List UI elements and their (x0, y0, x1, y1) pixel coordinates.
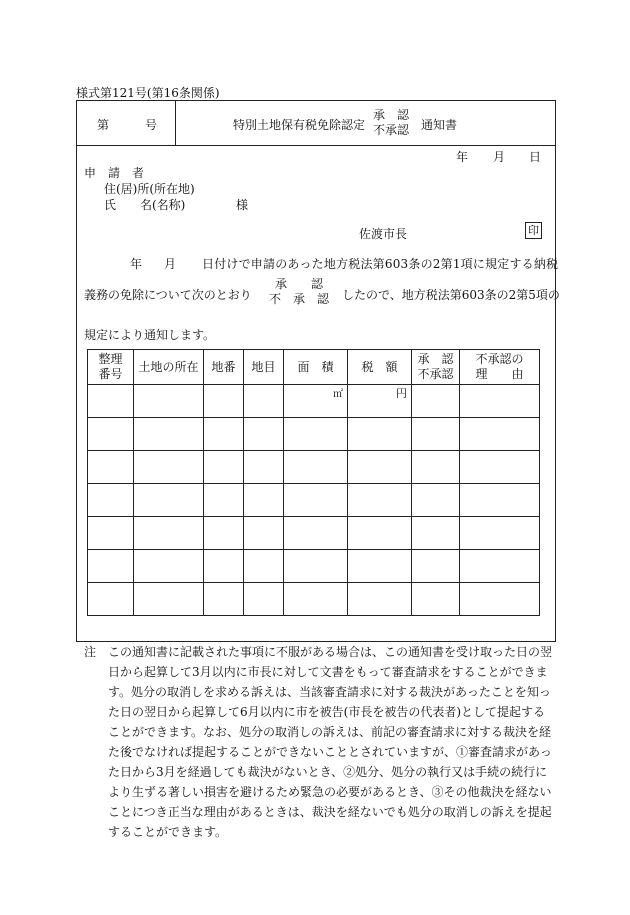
land-table (87, 349, 540, 616)
header-land-category: 地目 (244, 350, 284, 385)
table-row (88, 583, 540, 616)
appeal-note (84, 642, 554, 842)
table-row (88, 451, 540, 484)
body-line-2-start: 義務の免除について次のとおり (84, 288, 252, 302)
issuer-name: 佐渡市長 (359, 227, 408, 241)
seal-mark: 印 (525, 222, 542, 239)
body-year: 年 (130, 257, 143, 271)
table-row (88, 550, 540, 583)
applicant-address-label: 住(居)所(所在地) (104, 182, 195, 196)
body-disapprove-label: 不 承 認 (268, 292, 329, 306)
table-row (88, 484, 540, 517)
header-area: 面 積 (284, 350, 348, 385)
disapprove-label: 不承認 (372, 123, 409, 137)
header-approval: 承 認 不承認 (412, 350, 460, 385)
header-land-location: 土地の所在 (134, 350, 204, 385)
table-row (88, 517, 540, 550)
body-line-1: 日付けで申請のあった地方税法第603条の2第1項に規定する納税 (202, 257, 559, 271)
area-unit: ㎡ (333, 389, 343, 400)
table-row (88, 418, 540, 451)
header-row (77, 101, 555, 146)
table-header-row (88, 350, 540, 385)
honorific: 様 (236, 198, 249, 212)
approve-label: 承 認 (372, 108, 409, 122)
header-tax-amount: 税 額 (348, 350, 412, 385)
date-year: 年 (456, 150, 469, 164)
body-approval-choice (264, 277, 334, 307)
notice-label: 通知書 (421, 118, 458, 132)
tax-unit: 円 (396, 387, 407, 400)
header-lot-number: 地番 (204, 350, 244, 385)
table-row (88, 385, 540, 418)
body-month: 月 (164, 257, 177, 271)
header-serial-number: 整理 番号 (88, 350, 134, 385)
applicant-name-label: 氏 名(名称) (104, 198, 186, 212)
form-number-label: 様式第121号(第16条関係) (76, 86, 220, 100)
notice-title: 特別土地保有税免除認定 (233, 118, 366, 132)
date-month: 月 (493, 150, 506, 164)
note-text: この通知書に記載された事項に不服がある場合は、この通知書を受け取った日の翌日から起算して3月以内に市長に対して文書をもって審査請求をすることができます。処分の取消しを求める訴えは、当該審査請求に対する裁決があったことを知った日の翌日から起算して6月以内に市を被告(市長を被告の代表者)として提起することができます。なお、処分の取消しの訴えは、前記の審査請求に対する裁決を経た後でなければ提起することができないこととされていますが、①審査請求があった日から3月を経過しても裁決がないとき、②処分、処分の執行又は手続の続行により生ずる著しい損害を避けるため緊急の必要があるとき、③その他裁決を経ないことにつき正当な理由があるときは、裁決を経ないでも処分の取消しの訴えを提起することができます。 (108, 645, 553, 839)
body-line-2-end: したので、地方税法第603条の2第5項の (342, 288, 560, 302)
body-approve-label: 承 認 (274, 277, 323, 291)
header-divider (175, 101, 176, 145)
approval-choice (367, 108, 415, 138)
date-day: 日 (529, 150, 542, 164)
header-disapproval-reason: 不承認の 理 由 (460, 350, 540, 385)
applicant-heading: 申 請 者 (84, 166, 145, 180)
note-mark: 注 (84, 645, 97, 659)
number-suffix: 号 (145, 118, 158, 132)
number-prefix: 第 (97, 118, 110, 132)
body-line-3: 規定により通知します。 (84, 328, 216, 342)
